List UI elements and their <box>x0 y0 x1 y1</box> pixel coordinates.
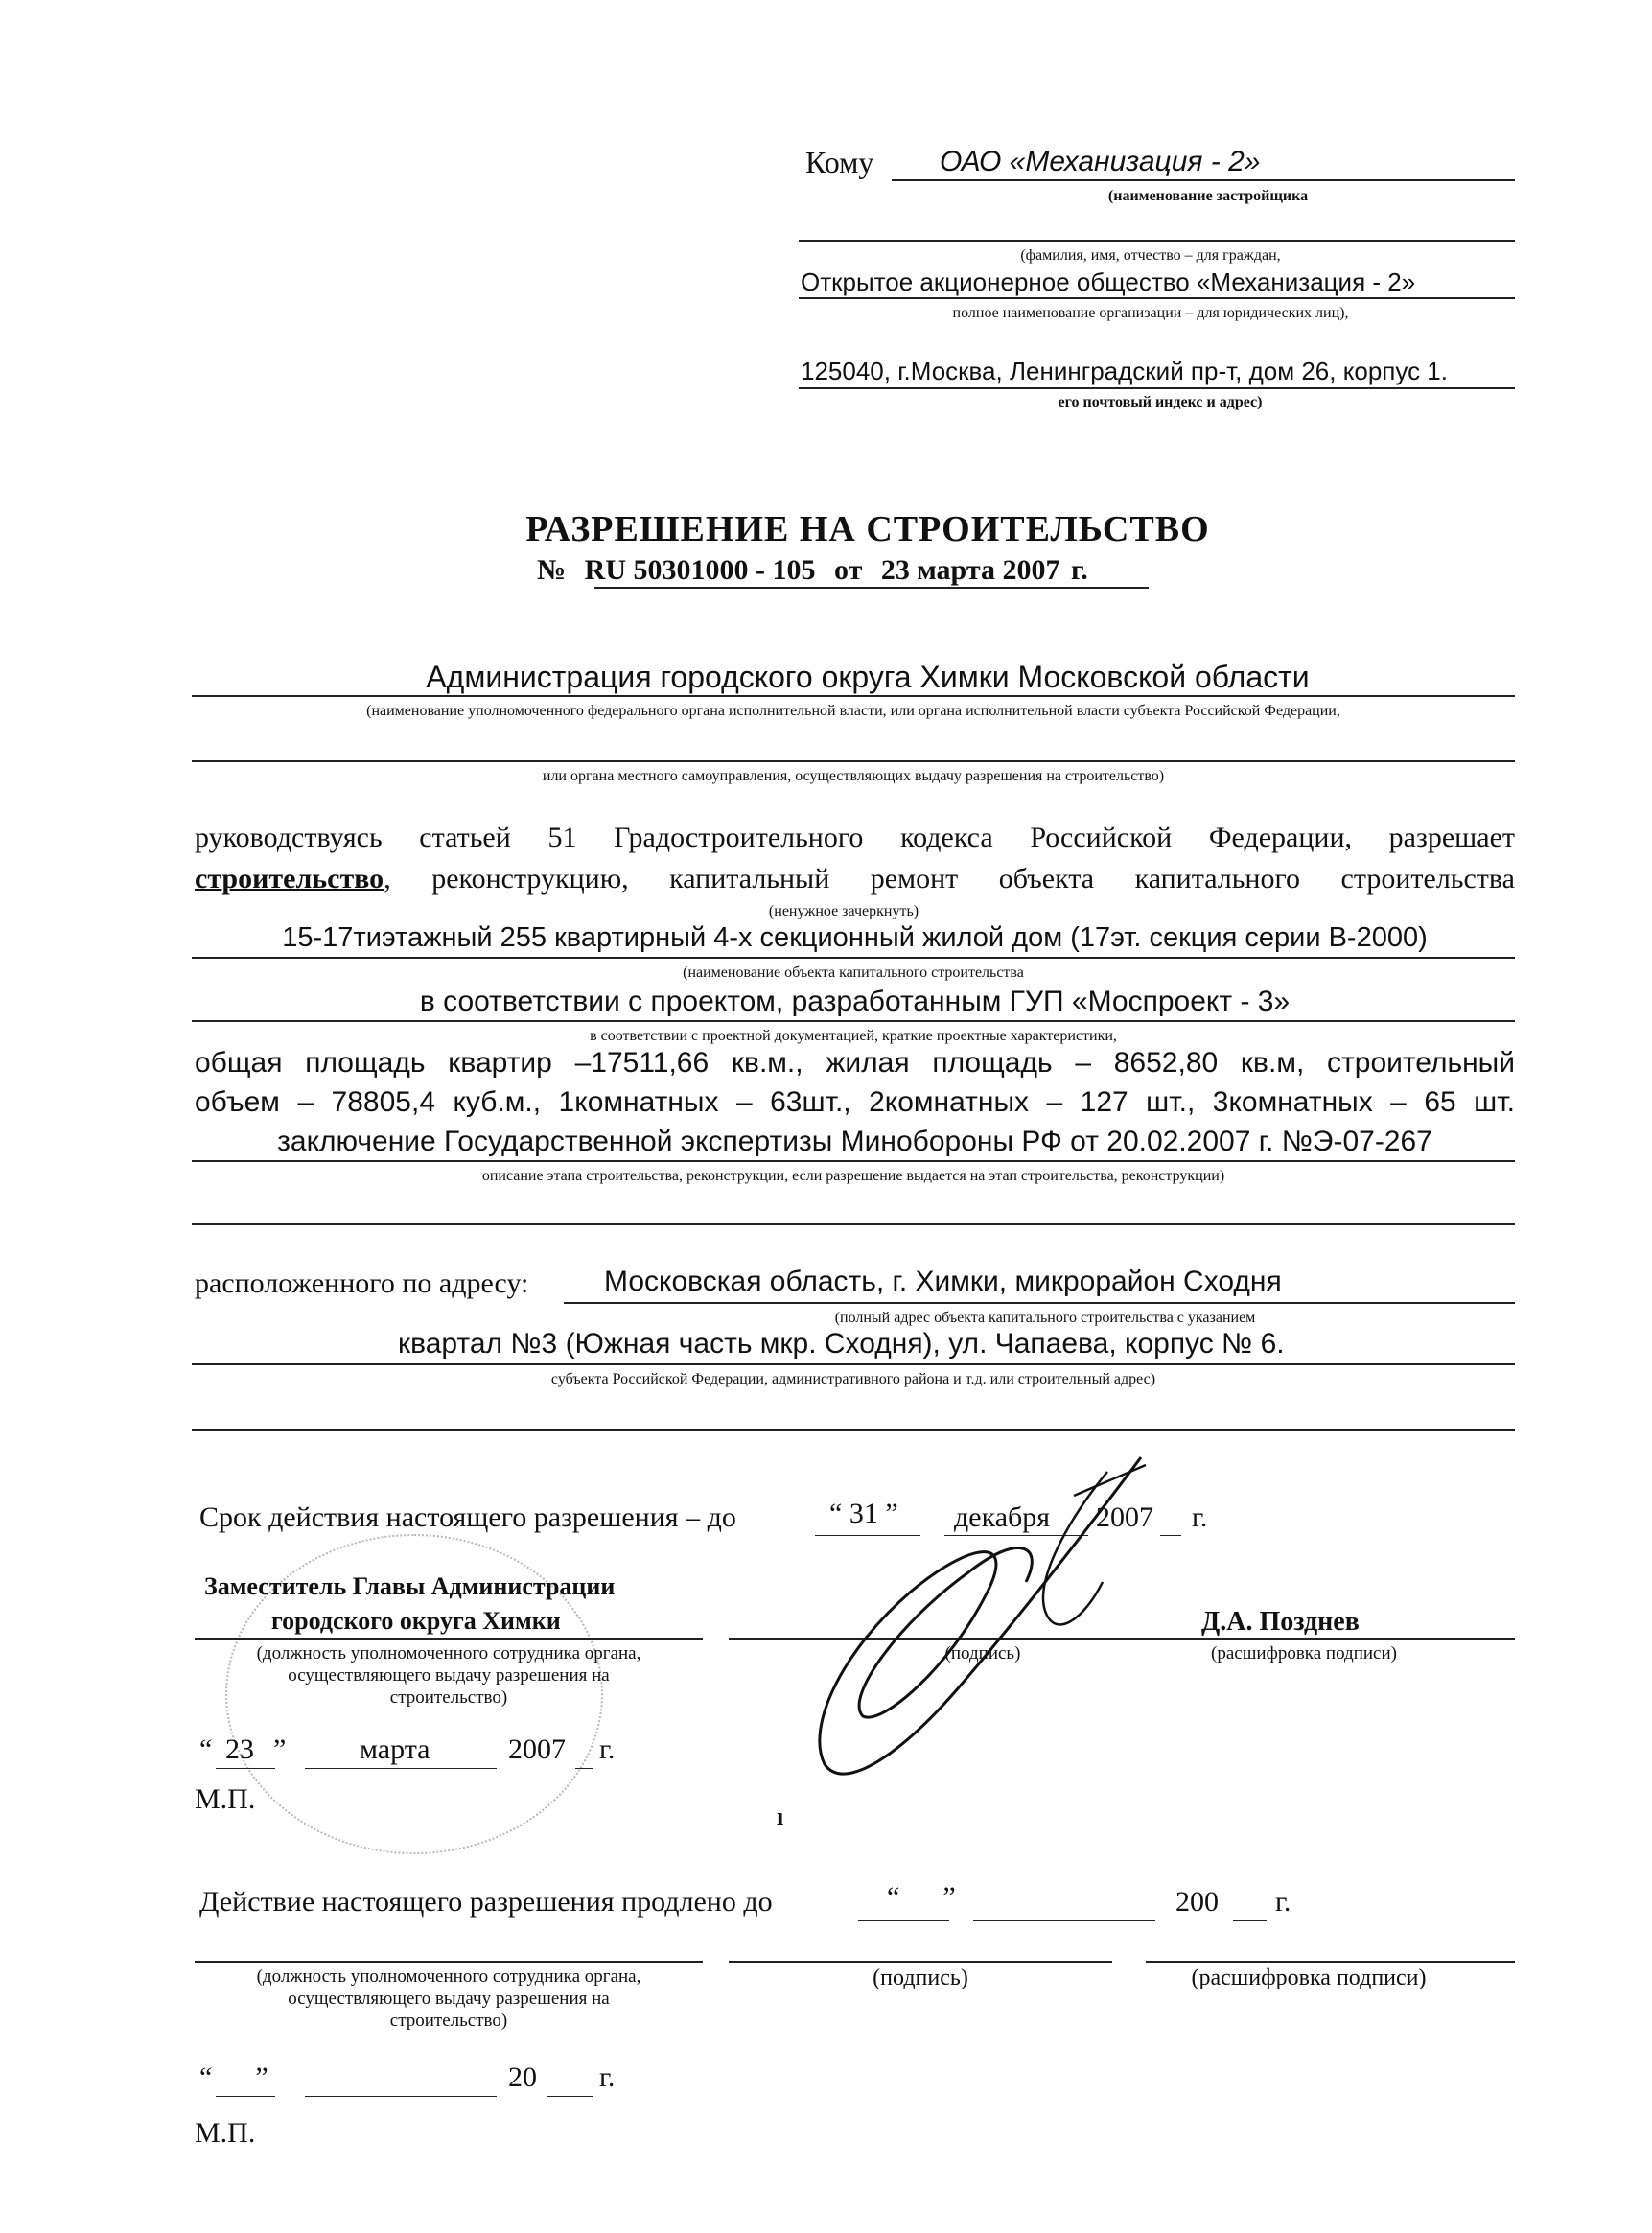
recipient-address: 125040, г.Москва, Ленинградский пр-т, дом 26, корпус 1. <box>801 357 1448 385</box>
signatory-date-month-line <box>305 1768 497 1769</box>
stage-caption: описание этапа строительства, реконструкции, если разрешение выдается на этап строительства, реконструкции) <box>481 1168 1225 1184</box>
extension-date-quotes: “ ” <box>199 2061 268 2093</box>
object-caption: (наименование объекта капитального строительства <box>683 965 1024 981</box>
location-caption-2: субъекта Российской Федерации, административного района и т.д. или строительный адрес) <box>550 1371 1156 1387</box>
recipient-address-caption: его почтовый индекс и адрес) <box>1058 394 1263 410</box>
validity-year: 2007 <box>1096 1501 1153 1533</box>
signatory-date-year-line <box>575 1768 593 1769</box>
validity-day: “ 31 ” <box>829 1498 898 1529</box>
extension-date-year-line <box>547 2096 593 2097</box>
strike-caption: (ненужное зачеркнуть) <box>768 903 919 919</box>
page-title: РАЗРЕШЕНИЕ НА СТРОИТЕЛЬСТВО <box>525 509 1210 549</box>
project-caption: в соответствии с проектной документацией, краткие проектные характеристики, <box>590 1028 1117 1044</box>
signatory-date-year: 2007 <box>508 1733 566 1765</box>
validity-label: Срок действия настоящего разрешения – до <box>199 1501 736 1533</box>
recipient-name: ОАО «Механизация - 2» <box>940 146 1261 177</box>
validity-month: декабря <box>954 1501 1051 1533</box>
signature-caption: (подпись) <box>944 1643 1021 1663</box>
signatory-seal-mark: М.П. <box>195 1783 256 1815</box>
location-address-2: квартал №3 (Южная часть мкр. Сходня), ул. Чапаева, корпус № 6. <box>398 1328 1285 1360</box>
option-construction: строительство <box>195 863 384 895</box>
extension-year: 200 <box>1175 1886 1219 1918</box>
extension-year-line <box>1233 1920 1267 1921</box>
extension-day-quotes: “ ” <box>887 1881 956 1913</box>
authority-caption-1: (наименование уполномоченного федерального органа исполнительной власти, или органа исполнительной власти субъекта Российской Федерации, <box>366 703 1340 719</box>
location-caption-1: (полный адрес объекта капитального строительства с указанием <box>834 1310 1256 1326</box>
extension-date-month-line <box>305 2096 497 2097</box>
signatory-date-suffix: г. <box>599 1733 616 1765</box>
extension-date-year: 20 <box>508 2061 537 2093</box>
signatory-date-close-quote: ” <box>273 1733 287 1765</box>
location-address-1: Московская область, г. Химки, микрорайон Сходня <box>604 1266 1282 1297</box>
extension-year-suffix: г. <box>1275 1886 1291 1918</box>
recipient-person-caption: (фамилия, имя, отчество – для граждан, <box>1020 247 1281 264</box>
extension-signature-caption: (подпись) <box>873 1966 968 1990</box>
option-rest: , реконструкцию, капитальный ремонт объекта капитального строительства <box>384 863 1515 895</box>
extension-name-caption: (расшифровка подписи) <box>1191 1966 1427 1990</box>
project-text: в соответствии с проектом, разработанным ГУП «Моспроект - 3» <box>419 986 1291 1017</box>
permit-number-prefix: № <box>537 554 567 586</box>
object-name: 15-17тиэтажный 255 квартирный 4-х секционный жилой дом (17эт. секция серии В-2000) <box>282 922 1428 953</box>
extension-name-line <box>1146 1961 1515 1963</box>
extension-signature-line <box>729 1961 1112 1963</box>
extension-date-suffix: г. <box>599 2061 616 2093</box>
recipient-name-caption: (наименование застройщика <box>1107 188 1309 204</box>
authority-name: Администрация городского округа Химки Московской области <box>426 660 1310 694</box>
extension-seal-mark: М.П. <box>195 2117 256 2149</box>
recipient-org-caption: полное наименование организации – для юридических лиц), <box>952 305 1349 321</box>
recipient-label: Кому <box>805 145 874 179</box>
specs-line-2: объем – 78805,4 куб.м., 1комнатных – 63шт., 2комнатных – 127 шт., 3комнатных – 65 шт. <box>195 1086 1515 1118</box>
signatory-position-1: Заместитель Главы Администрации <box>204 1572 616 1600</box>
signatory-date-day: 23 <box>225 1733 254 1765</box>
signatory-position-2: городского округа Химки <box>271 1607 561 1635</box>
location-label: расположенного по адресу: <box>195 1268 529 1299</box>
extension-position-caption-3: строительство) <box>389 2011 508 2031</box>
signatory-position-caption-1: (должность уполномоченного сотрудника органа, <box>256 1643 641 1663</box>
recipient-org-full-name: Открытое акционерное общество «Механизация - 2» <box>801 267 1416 296</box>
extension-day-line <box>858 1920 949 1921</box>
signatory-date-day-line <box>216 1768 275 1769</box>
signatory-date-open-quote: “ <box>199 1733 213 1765</box>
signatory-position-caption-3: строительство) <box>389 1687 508 1708</box>
signatory-name: Д.А. Позднев <box>1201 1607 1360 1637</box>
extension-position-line <box>195 1961 703 1963</box>
authority-caption-2: или органа местного самоуправления, осуществляющих выдачу разрешения на строительство) <box>542 768 1165 784</box>
extension-month-line <box>973 1920 1155 1921</box>
permission-line-1: руководствуясь статьей 51 Градостроительного кодекса Российской Федерации, разрешает <box>195 822 1515 853</box>
stray-mark: ı <box>777 1803 784 1830</box>
extension-position-caption-2: осуществляющего выдачу разрешения на <box>288 1989 610 2009</box>
validity-year-suffix: г. <box>1192 1501 1208 1533</box>
signatory-date-month: марта <box>360 1733 430 1765</box>
permit-date-suffix: г. <box>1070 554 1088 586</box>
signatory-position-caption-2: осуществляющего выдачу разрешения на <box>288 1665 610 1686</box>
extension-position-caption-1: (должность уполномоченного сотрудника органа, <box>256 1966 641 1987</box>
permit-date-prefix: от <box>833 554 863 586</box>
permit-date: 23 марта 2007 <box>880 554 1060 586</box>
extension-label: Действие настоящего разрешения продлено до <box>199 1886 773 1918</box>
extension-date-day-line <box>216 2096 275 2097</box>
specs-line-1: общая площадь квартир –17511,66 кв.м., жилая площадь – 8652,80 кв.м, строительный <box>195 1047 1515 1079</box>
specs-line-3: заключение Государственной экспертизы Минобороны РФ от 20.02.2007 г. №Э-07-267 <box>277 1126 1432 1157</box>
signatory-name-caption: (расшифровка подписи) <box>1211 1643 1397 1663</box>
permit-number: RU 50301000 - 105 <box>584 554 816 586</box>
